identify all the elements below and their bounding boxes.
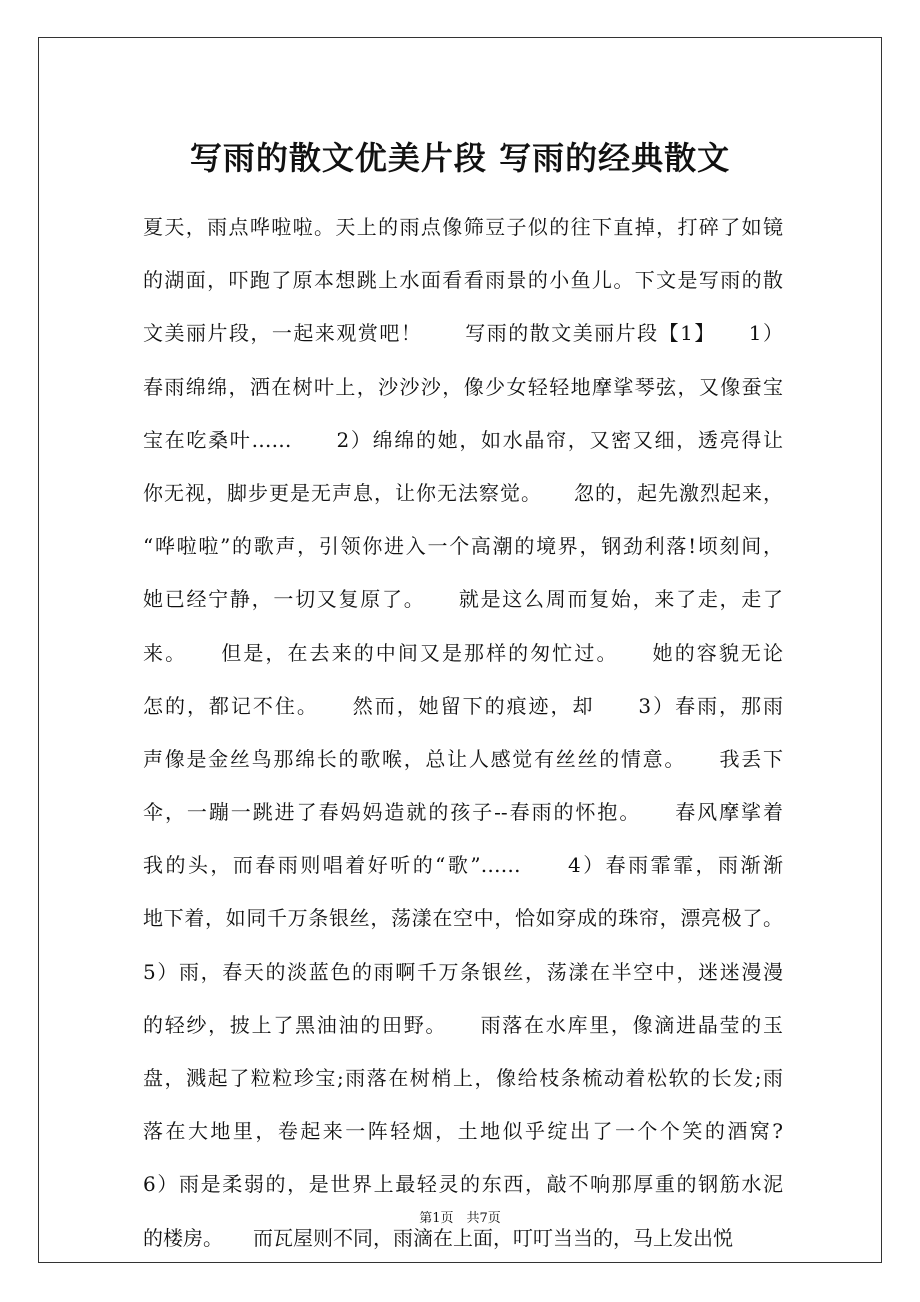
text-line: 来。 但是，在去来的中间又是那样的匆忙过。 她的容貌无论 (143, 640, 783, 665)
text-line: 地下着，如同千万条银丝，荡漾在空中，恰如穿成的珠帘，漂亮极了。 (143, 906, 783, 931)
text-line: 伞，一蹦一跳进了春妈妈造就的孩子--春雨的怀抱。 春风摩挲着 (143, 800, 783, 825)
page-number: 第1页 共7页 (419, 1211, 501, 1226)
text-line: 夏天，雨点哗啦啦。天上的雨点像筛豆子似的往下直掉，打碎了如镜 (143, 215, 783, 239)
text-line: 我的头，而春雨则唱着好听的“歌”…… 4）春雨霏霏，雨渐渐 (143, 853, 783, 878)
text-line: 盘，溅起了粒粒珍宝;雨落在树梢上，像给枝条梳动着松软的长发;雨 (143, 1066, 783, 1090)
text-line: 春雨绵绵，洒在树叶上，沙沙沙，像少女轻轻地摩挲琴弦，又像蚕宝 (143, 374, 783, 399)
text-line: 6）雨是柔弱的，是世界上最轻灵的东西，敲不响那厚重的钢筋水泥 (143, 1172, 783, 1197)
text-line: 她已经宁静，一切又复原了。 就是这么周而复始，来了走，走了 (143, 587, 783, 612)
text-line: 的楼房。 而瓦屋则不同，雨滴在上面，叮叮当当的，马上发出悦 (143, 1225, 733, 1250)
text-line: 怎的，都记不住。 然而，她留下的痕迹，却 3）春雨，那雨 (143, 693, 783, 718)
article-body (143, 208, 783, 1272)
text-line: 5）雨，春天的淡蓝色的雨啊千万条银丝，荡漾在半空中，迷迷漫漫 (143, 959, 783, 984)
text-line: 声像是金丝鸟那绵长的歌喉，总让人感觉有丝丝的情意。 我丢下 (143, 746, 783, 771)
text-line: 文美丽片段，一起来观赏吧！ 写雨的散文美丽片段【1】 1） (143, 321, 783, 346)
text-line: “哗啦啦”的歌声，引领你进入一个高潮的境界，钢劲利落!顷刻间， (143, 534, 783, 559)
text-line: 的湖面，吓跑了原本想跳上水面看看雨景的小鱼儿。下文是写雨的散 (143, 268, 783, 293)
text-line: 落在大地里，卷起来一阵轻烟，土地似乎绽出了一个个笑的酒窝? (143, 1119, 783, 1144)
page-title: 写雨的散文优美片段 写雨的经典散文 (189, 139, 731, 177)
text-line: 你无视，脚步更是无声息，让你无法察觉。 忽的，起先激烈起来， (143, 480, 783, 505)
text-line: 宝在吃桑叶…… 2）绵绵的她，如水晶帘，又密又细，透亮得让 (143, 427, 783, 452)
text-line: 的轻纱，披上了黑油油的田野。 雨落在水库里，像滴进晶莹的玉 (143, 1012, 783, 1037)
